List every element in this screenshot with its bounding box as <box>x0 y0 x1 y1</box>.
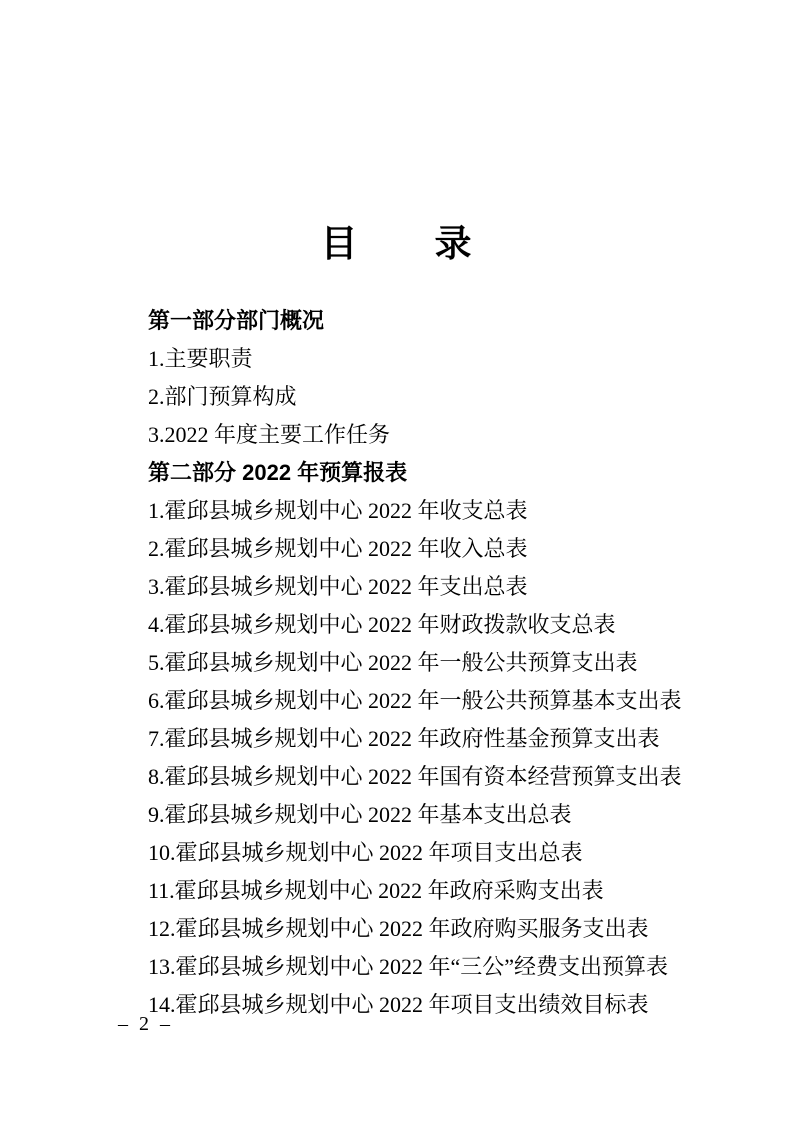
toc-item: 5.霍邱县城乡规划中心 2022 年一般公共预算支出表 <box>148 650 638 675</box>
page-title: 目 录 <box>320 224 473 265</box>
page-number: – 2 – <box>118 1013 173 1035</box>
toc-item: 13.霍邱县城乡规划中心 2022 年“三公”经费支出预算表 <box>148 954 669 979</box>
toc-item: 8.霍邱县城乡规划中心 2022 年国有资本经营预算支出表 <box>148 764 682 789</box>
toc-item: 11.霍邱县城乡规划中心 2022 年政府采购支出表 <box>148 878 604 903</box>
toc-item: 3.2022 年度主要工作任务 <box>148 422 391 447</box>
toc-item: 2.霍邱县城乡规划中心 2022 年收入总表 <box>148 536 528 561</box>
toc-item: 10.霍邱县城乡规划中心 2022 年项目支出总表 <box>148 840 583 865</box>
table-of-contents <box>148 302 713 1024</box>
toc-item: 7.霍邱县城乡规划中心 2022 年政府性基金预算支出表 <box>148 726 660 751</box>
toc-item: 14.霍邱县城乡规划中心 2022 年项目支出绩效目标表 <box>148 992 649 1017</box>
toc-section-2-heading: 第二部分 2022 年预算报表 <box>148 460 408 485</box>
toc-section-1-heading: 第一部分部门概况 <box>148 308 325 333</box>
toc-item: 1.霍邱县城乡规划中心 2022 年收支总表 <box>148 498 528 523</box>
toc-item: 9.霍邱县城乡规划中心 2022 年基本支出总表 <box>148 802 572 827</box>
toc-item: 4.霍邱县城乡规划中心 2022 年财政拨款收支总表 <box>148 612 616 637</box>
toc-item: 12.霍邱县城乡规划中心 2022 年政府购买服务支出表 <box>148 916 649 941</box>
toc-item: 3.霍邱县城乡规划中心 2022 年支出总表 <box>148 574 528 599</box>
toc-item: 2.部门预算构成 <box>148 384 297 409</box>
toc-item: 1.主要职责 <box>148 346 253 371</box>
toc-item: 6.霍邱县城乡规划中心 2022 年一般公共预算基本支出表 <box>148 688 682 713</box>
